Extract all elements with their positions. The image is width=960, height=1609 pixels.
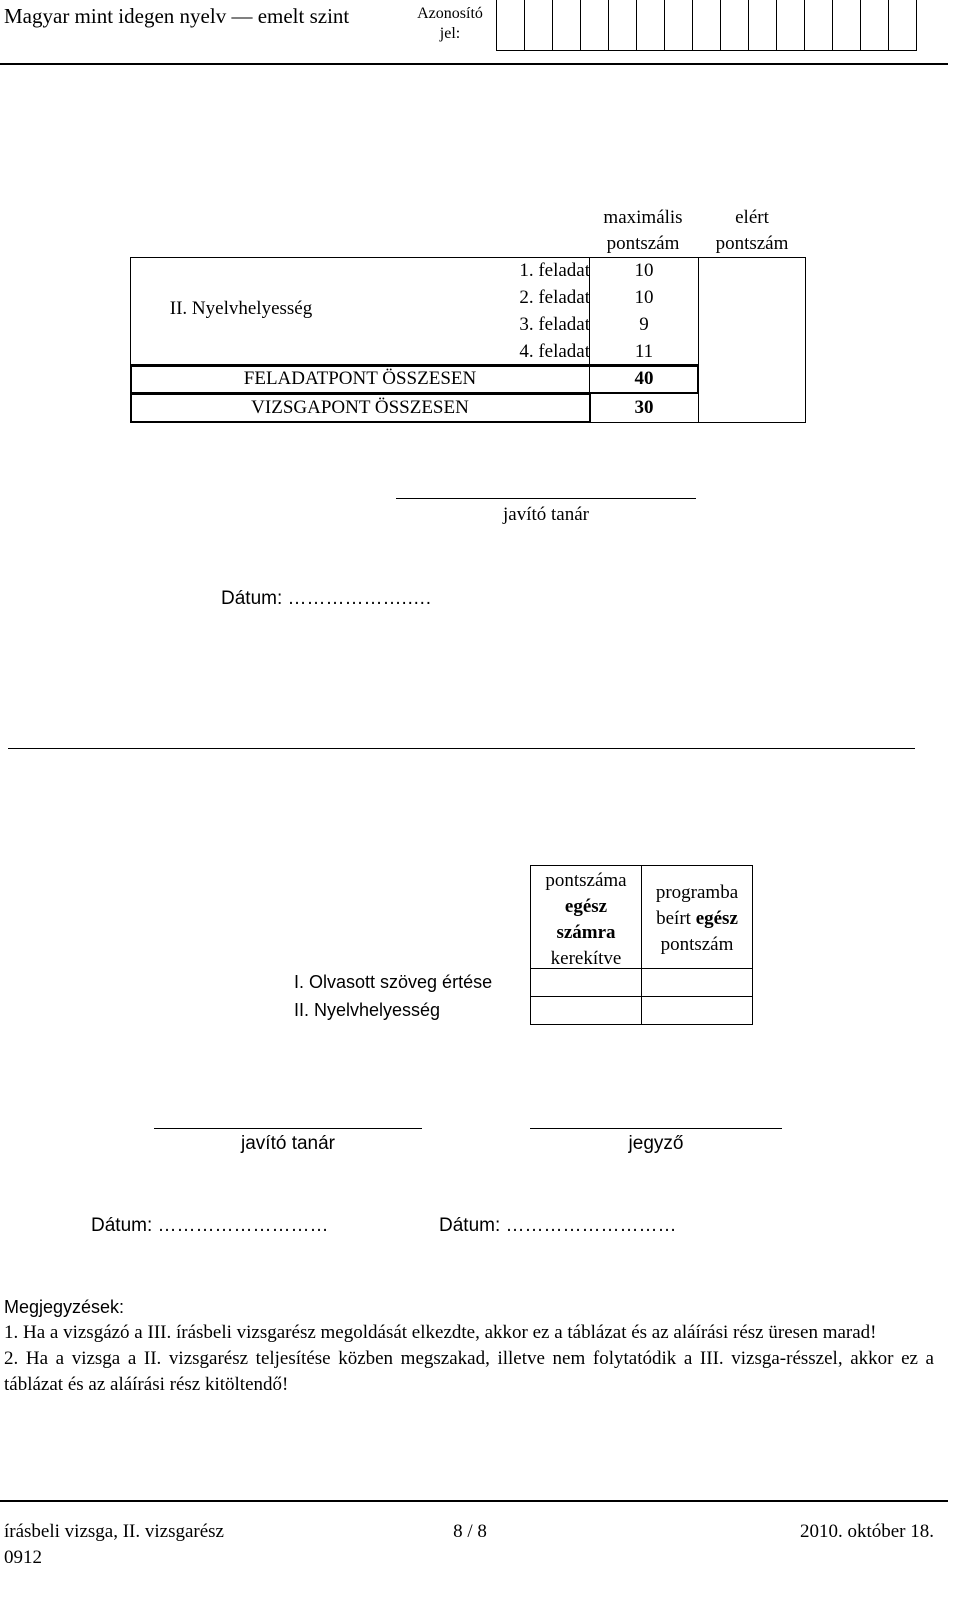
id-box[interactable] [665, 0, 693, 50]
id-label: Azonosító jel: [417, 5, 483, 42]
section-divider [8, 748, 915, 749]
header-title: Magyar mint idegen nyelv — emelt szint [4, 4, 350, 28]
notes [4, 1294, 934, 1398]
header-rule [0, 63, 948, 65]
date-dots: ……………….…. [287, 588, 432, 609]
teacher-date-dots: ……………………… [157, 1215, 329, 1236]
id-box[interactable] [777, 0, 805, 50]
id-box[interactable] [721, 0, 749, 50]
task-1: 1. feladat [519, 260, 590, 281]
notary-signature-line[interactable] [530, 1128, 782, 1129]
id-box[interactable] [889, 0, 917, 50]
note-1: 1. Ha a vizsgázó a III. írásbeli vizsgarész megoldását elkezdte, akkor ez a táblázat és az aláírási rész üresen marad! [4, 1322, 877, 1343]
rounded-head-4: kerekítve [550, 948, 622, 969]
achieved-input[interactable] [698, 257, 806, 423]
program-head-cell [641, 865, 753, 969]
id-box[interactable] [833, 0, 861, 50]
notary-date-dots: ……………………… [505, 1215, 677, 1236]
head-max: maximális pontszám [603, 207, 683, 254]
notary-date-label: Dátum: [439, 1215, 501, 1236]
program-head-2: beírt [656, 908, 691, 929]
program-head-3: egész [695, 908, 738, 929]
total-exam-label: VIZSGAPONT ÖSSZESEN [251, 397, 469, 418]
max-3: 9 [639, 314, 649, 335]
footer-rule [0, 1500, 948, 1502]
id-box[interactable] [497, 0, 525, 50]
rounded-head-3: számra [556, 922, 616, 943]
footer-left: írásbeli vizsga, II. vizsgarész [4, 1521, 224, 1542]
max-4: 11 [634, 341, 654, 362]
total-divider [589, 365, 590, 394]
id-box[interactable] [637, 0, 665, 50]
teacher-signature-line[interactable] [154, 1128, 422, 1129]
rounded-head-cell [530, 865, 642, 969]
id-box[interactable] [693, 0, 721, 50]
total-task-label: FELADATPONT ÖSSZESEN [243, 368, 477, 389]
id-box[interactable] [581, 0, 609, 50]
note-2: 2. Ha a vizsga a II. vizsgarész teljesítése közben megszakad, illetve nem folytatódik a III. vizsga-résszel, akkor ez a táblázat és az aláírási rész kitöltendő! [4, 1348, 934, 1395]
head-achieved: elért pontszám [715, 207, 789, 254]
total-exam-bottom [589, 393, 699, 423]
program-head [642, 880, 752, 958]
id-box[interactable] [609, 0, 637, 50]
rounded-head-1: pontszáma [545, 870, 627, 891]
date-label [221, 588, 431, 610]
id-box[interactable] [525, 0, 553, 50]
notary-label: jegyző [628, 1133, 684, 1154]
id-box[interactable] [805, 0, 833, 50]
footer-date: 2010. október 18. [799, 1521, 934, 1542]
total-task-value: 40 [634, 368, 654, 389]
rounded-cell-2[interactable] [530, 996, 642, 1025]
id-boxes[interactable] [496, 0, 917, 51]
section-label: II. Nyelvhelyesség [169, 298, 313, 319]
signature-line[interactable] [396, 498, 696, 499]
rounded-head-2: egész [564, 896, 608, 917]
notes-title: Megjegyzések: [4, 1297, 125, 1317]
task-2: 2. feladat [519, 287, 590, 308]
program-head-1: programba [655, 882, 739, 903]
id-box[interactable] [861, 0, 889, 50]
task-3: 3. feladat [519, 314, 590, 335]
signature-label: javító tanár [503, 504, 589, 525]
rounded-cell-1[interactable] [530, 968, 642, 997]
program-head-4: pontszám [660, 934, 734, 955]
id-box[interactable] [749, 0, 777, 50]
rounded-head [531, 868, 641, 972]
task-4: 4. feladat [519, 341, 590, 362]
teacher-date [91, 1215, 329, 1237]
teacher-label: javító tanár [241, 1133, 335, 1154]
date-label-text: Dátum: [221, 588, 283, 609]
footer-page: 8 / 8 [453, 1521, 487, 1542]
head-achieved-cell [698, 203, 806, 258]
program-cell-2[interactable] [641, 996, 753, 1025]
row-label-1: I. Olvasott szöveg értése [294, 972, 493, 992]
id-box[interactable] [553, 0, 581, 50]
max-2: 10 [634, 287, 654, 308]
teacher-date-label: Dátum: [91, 1215, 153, 1236]
max-1: 10 [634, 260, 654, 281]
total-exam-value: 30 [634, 397, 654, 418]
notary-date [439, 1215, 677, 1237]
program-cell-1[interactable] [641, 968, 753, 997]
row-label-2: II. Nyelvhelyesség [294, 1000, 441, 1020]
footer-code: 0912 [4, 1547, 42, 1568]
